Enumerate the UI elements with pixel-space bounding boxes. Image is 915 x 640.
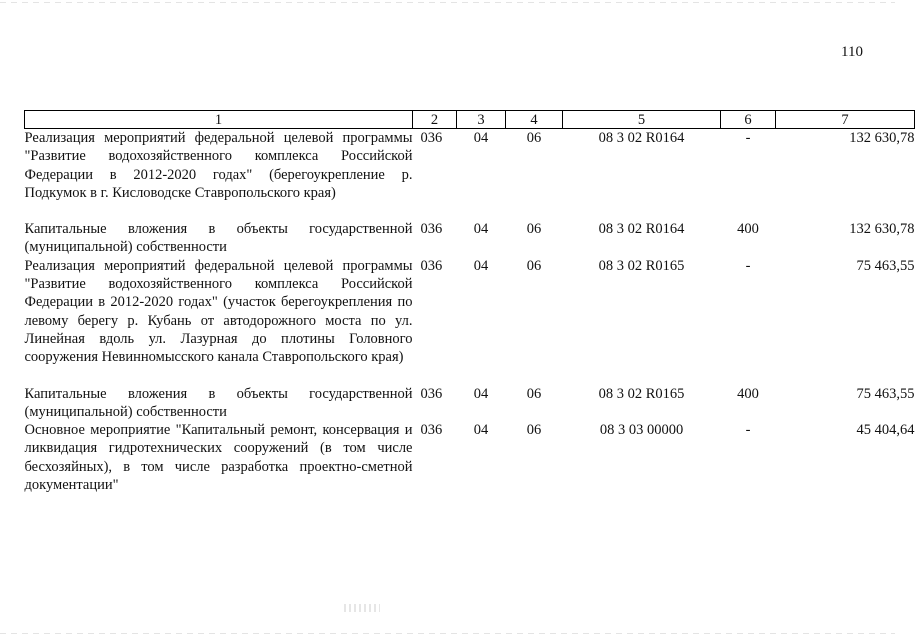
table-row: [25, 220, 915, 257]
row-target-item: 08 3 02 R0165: [598, 257, 685, 274]
row-subsection: 06: [526, 422, 542, 439]
row-amount: 132 630,78: [849, 130, 915, 146]
row-section: 04: [473, 385, 489, 402]
scan-smudge: [344, 604, 380, 612]
scan-edge-bottom: [0, 633, 895, 634]
header-col-5: 5: [563, 111, 721, 129]
header-col-4: 4: [506, 111, 563, 129]
header-col-2: 2: [413, 111, 457, 129]
row-subsection: 06: [526, 385, 542, 402]
table-row: [25, 385, 915, 422]
page-number: 110: [841, 44, 863, 60]
row-subsection: 06: [526, 257, 542, 274]
header-col-6: 6: [721, 111, 776, 129]
header-col-7: 7: [776, 111, 915, 129]
row-name: Основное мероприятие "Капитальный ремонт, консервация и ликвидация гидротехнических сооружений (в том числе бесхозяйных), в том числе разработка проектно-сметной документации": [24, 422, 413, 494]
budget-table: [24, 110, 915, 494]
row-name: Капитальные вложения в объекты государственной (муниципальной) собственности: [24, 221, 413, 256]
table-header-row: [25, 111, 915, 129]
row-amount: 45 404,64: [856, 422, 915, 439]
scan-edge-top: [0, 2, 895, 3]
row-expense-type: -: [745, 130, 751, 146]
row-name: Реализация мероприятий федеральной целевой программы "Развитие водохозяйственного комплекса Российской Федерации в 2012-2020 годах" (участок берегоукрепления по левому берегу р. Кубань от автодорожного моста по ул. Линейная вдоль ул. Лазурная до плотины Головного сооружения Невинномысского канала Ставропольского края): [24, 257, 413, 366]
row-ministry-code: 036: [420, 385, 443, 402]
row-subsection: 06: [526, 130, 542, 146]
table-row: [25, 129, 915, 221]
row-expense-type: 400: [737, 221, 759, 238]
row-ministry-code: 036: [420, 422, 443, 439]
row-target-item: 08 3 02 R0164: [598, 130, 685, 146]
row-name: Капитальные вложения в объекты государственной (муниципальной) собственности: [24, 385, 413, 420]
table-row: [25, 421, 915, 494]
row-amount: 75 463,55: [856, 385, 915, 402]
row-expense-type: -: [745, 257, 751, 274]
table-row: [25, 257, 915, 385]
header-col-1: 1: [25, 111, 413, 129]
row-subsection: 06: [526, 221, 542, 238]
row-target-item: 08 3 02 R0164: [598, 221, 685, 238]
row-section: 04: [473, 221, 489, 238]
row-section: 04: [473, 130, 489, 146]
row-section: 04: [473, 422, 489, 439]
row-name: Реализация мероприятий федеральной целевой программы "Развитие водохозяйственного комплекса Российской Федерации в 2012-2020 годах" (берегоукрепление р. Подкумок в г. Кисловодске Ставропольского края): [24, 130, 413, 201]
row-expense-type: -: [745, 422, 751, 439]
row-target-item: 08 3 03 00000: [599, 422, 684, 439]
row-target-item: 08 3 02 R0165: [598, 385, 685, 402]
row-ministry-code: 036: [420, 130, 443, 146]
row-section: 04: [473, 257, 489, 274]
row-amount: 132 630,78: [849, 221, 915, 238]
row-expense-type: 400: [737, 385, 759, 402]
header-col-3: 3: [457, 111, 506, 129]
row-amount: 75 463,55: [856, 257, 915, 274]
row-ministry-code: 036: [420, 221, 443, 238]
row-ministry-code: 036: [420, 257, 443, 274]
